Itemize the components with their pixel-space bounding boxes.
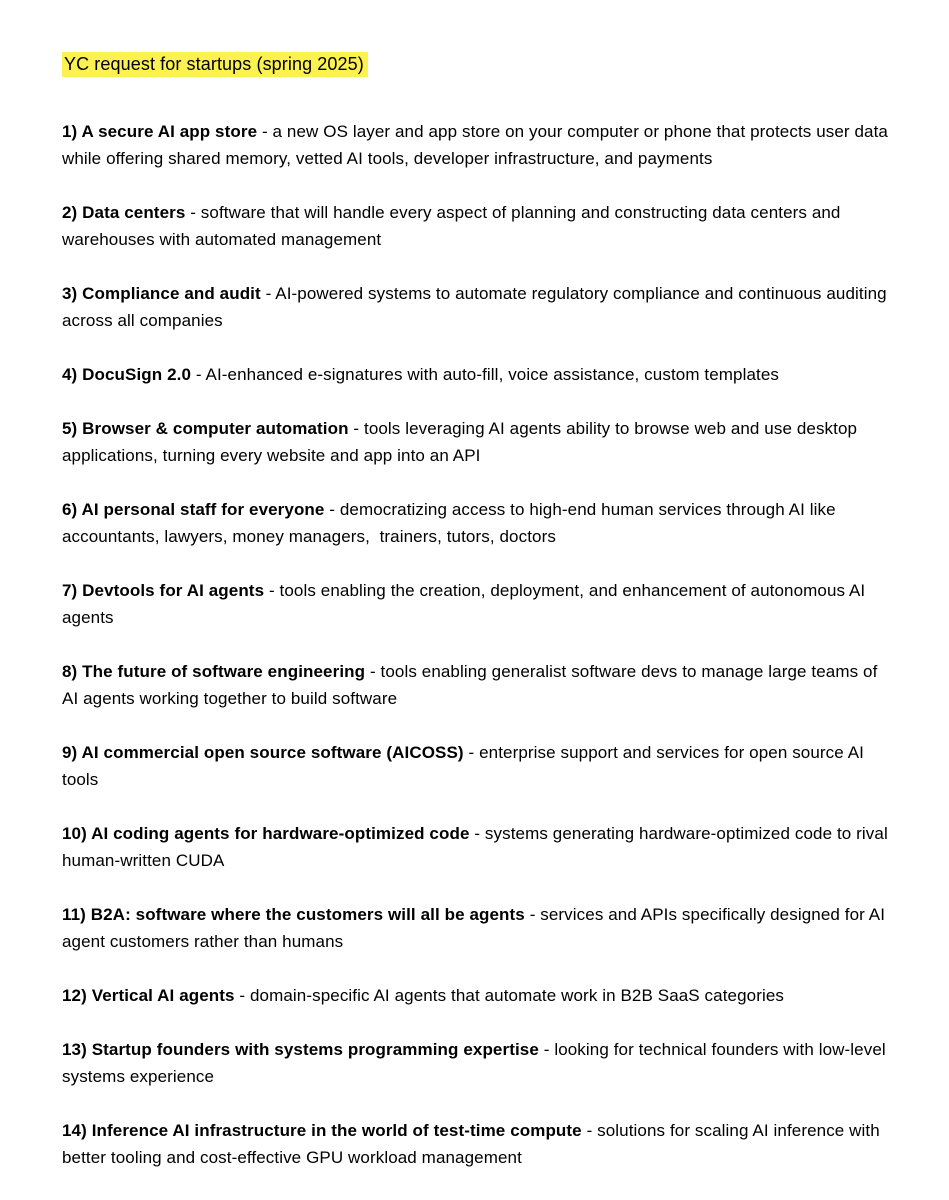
rfs-item [62,415,891,469]
rfs-item-title: 3) Compliance and audit [62,284,261,303]
rfs-item [62,496,891,550]
rfs-item [62,658,891,712]
rfs-item-title: 5) Browser & computer automation [62,419,349,438]
rfs-item [62,1036,891,1090]
rfs-item-description: - domain-specific AI agents that automate work in B2B SaaS categories [239,986,784,1005]
rfs-item [62,199,891,253]
rfs-item-description: - AI-enhanced e-signatures with auto-fill, voice assistance, custom templates [195,365,780,384]
rfs-item-list [62,118,891,1171]
rfs-item-description: - tools enabling generalist software devs to manage large teams of AI agents working together to build software [62,662,882,708]
rfs-item-description: - tools enabling the creation, deployment, and enhancement of autonomous AI agents [62,581,871,627]
rfs-item [62,739,891,793]
rfs-item-description: - democratizing access to high-end human services through AI like accountants, lawyers, money managers, trainers, tutors, doctors [62,500,841,546]
rfs-item [62,577,891,631]
rfs-item-description: - tools leveraging AI agents ability to browse web and use desktop applications, turning every website and app into an API [62,419,862,465]
rfs-item [62,820,891,874]
rfs-item [62,1117,891,1171]
rfs-item-description: - systems generating hardware-optimized code to rival human-written CUDA [62,824,893,870]
rfs-item-title: 10) AI coding agents for hardware-optimized code [62,824,470,843]
rfs-item [62,982,891,1009]
rfs-item-description: - a new OS layer and app store on your computer or phone that protects user data while offering shared memory, vetted AI tools, developer infrastructure, and payments [62,122,893,168]
rfs-item-title: 9) AI commercial open source software (AICOSS) [62,743,464,762]
rfs-item-title: 13) Startup founders with systems programming expertise [62,1040,539,1059]
rfs-item [62,361,891,388]
rfs-item-title: 8) The future of software engineering [62,662,366,681]
rfs-item [62,118,891,172]
document-title [62,50,891,79]
rfs-item-description: - software that will handle every aspect of planning and constructing data centers and warehouses with automated management [62,203,846,249]
rfs-item-description: - solutions for scaling AI inference with better tooling and cost-effective GPU workload management [62,1121,885,1167]
title-highlight: YC request for startups (spring 2025) [62,52,368,77]
rfs-item-title: 14) Inference AI infrastructure in the world of test-time compute [62,1121,582,1140]
rfs-item-title: 1) A secure AI app store [62,122,258,141]
rfs-item-description: - enterprise support and services for open source AI tools [62,743,869,789]
rfs-item-description: - services and APIs specifically designed for AI agent customers rather than humans [62,905,890,951]
rfs-item-title: 11) B2A: software where the customers will all be agents [62,905,525,924]
rfs-item-title: 6) AI personal staff for everyone [62,500,325,519]
rfs-item-description: - looking for technical founders with low-level systems experience [62,1040,891,1086]
rfs-item-title: 7) Devtools for AI agents [62,581,265,600]
rfs-item [62,280,891,334]
rfs-item-title: 4) DocuSign 2.0 [62,365,192,384]
rfs-item-title: 2) Data centers [62,203,186,222]
rfs-item-title: 12) Vertical AI agents [62,986,235,1005]
rfs-item-description: - AI-powered systems to automate regulatory compliance and continuous auditing across all companies [62,284,892,330]
rfs-item [62,901,891,955]
